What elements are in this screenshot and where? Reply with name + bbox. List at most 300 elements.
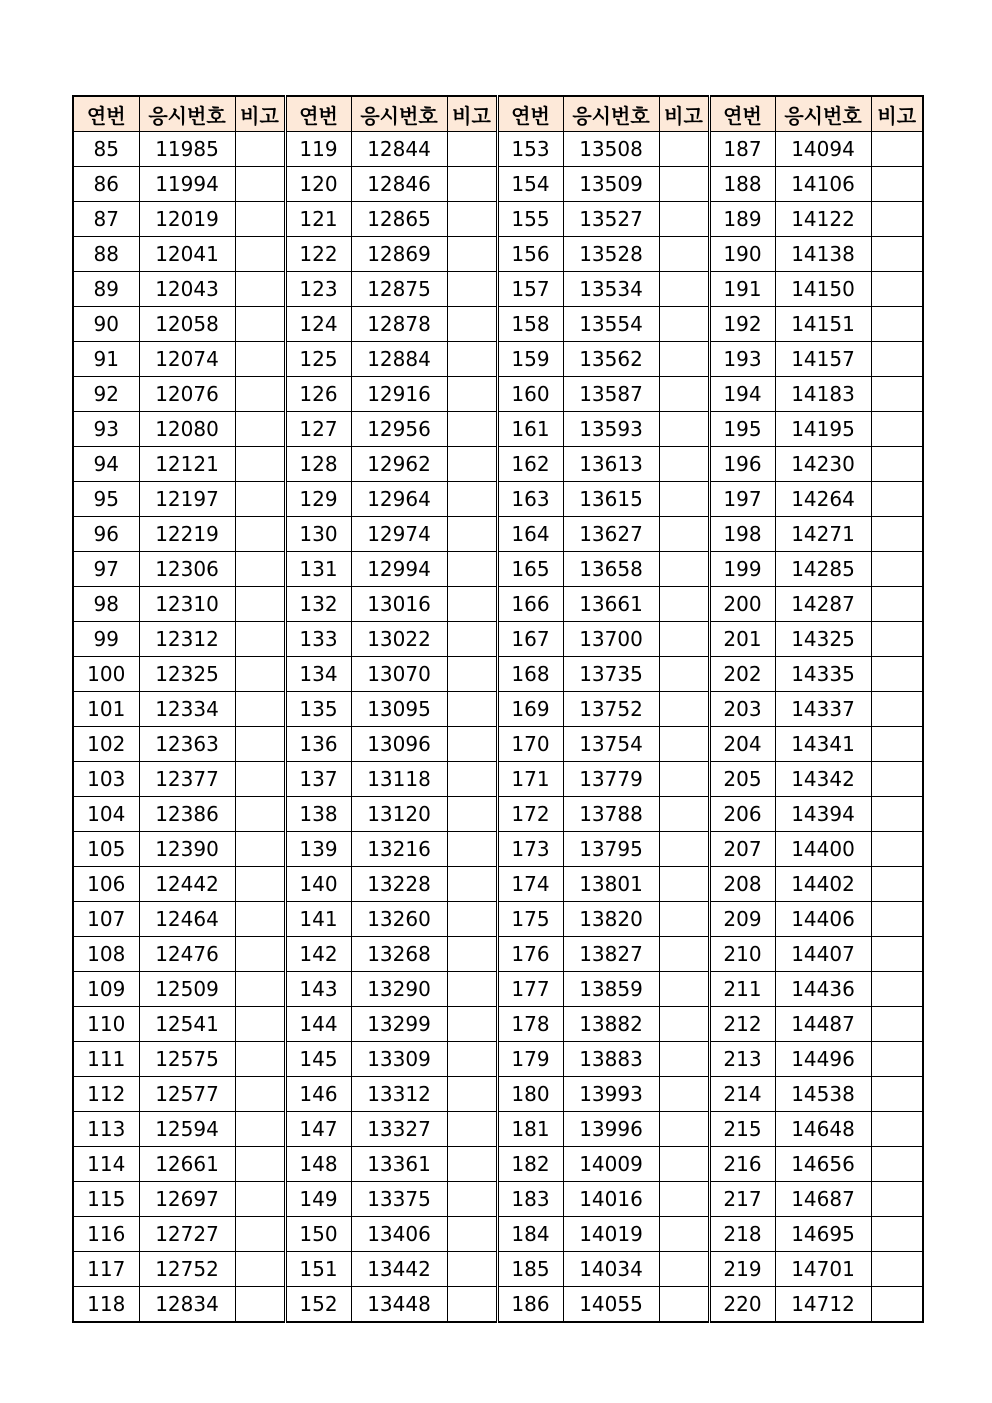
remarks-cell	[871, 202, 923, 237]
table-row	[73, 727, 923, 762]
remarks-cell	[447, 552, 497, 587]
remarks-cell	[871, 797, 923, 832]
exam-number-cell: 12697	[139, 1182, 235, 1217]
exam-number-cell: 14230	[775, 447, 871, 482]
serial-cell: 91	[73, 342, 139, 377]
remarks-cell	[871, 1077, 923, 1112]
exam-number-cell: 14287	[775, 587, 871, 622]
serial-cell: 142	[285, 937, 351, 972]
serial-cell: 189	[709, 202, 775, 237]
exam-number-cell: 14648	[775, 1112, 871, 1147]
exam-number-cell: 14538	[775, 1077, 871, 1112]
serial-cell: 204	[709, 727, 775, 762]
table-row	[73, 552, 923, 587]
table-row	[73, 1252, 923, 1287]
exam-number-cell: 14034	[563, 1252, 659, 1287]
remarks-cell	[447, 307, 497, 342]
exam-number-cell: 13615	[563, 482, 659, 517]
serial-cell: 215	[709, 1112, 775, 1147]
table-row	[73, 1007, 923, 1042]
serial-cell: 124	[285, 307, 351, 342]
serial-cell: 108	[73, 937, 139, 972]
exam-number-cell: 14687	[775, 1182, 871, 1217]
remarks-cell	[447, 1182, 497, 1217]
serial-cell: 93	[73, 412, 139, 447]
remarks-cell	[871, 692, 923, 727]
serial-cell: 199	[709, 552, 775, 587]
serial-cell: 201	[709, 622, 775, 657]
table-row	[73, 1287, 923, 1323]
remarks-cell	[659, 412, 709, 447]
exam-number-cell: 13016	[351, 587, 447, 622]
exam-number-cell: 12974	[351, 517, 447, 552]
exam-number-cell: 12076	[139, 377, 235, 412]
exam-number-cell: 12080	[139, 412, 235, 447]
exam-number-cell: 14712	[775, 1287, 871, 1323]
exam-number-cell: 13508	[563, 132, 659, 167]
exam-number-cell: 13859	[563, 972, 659, 1007]
remarks-cell	[659, 587, 709, 622]
exam-number-cell: 13290	[351, 972, 447, 1007]
remarks-cell	[871, 902, 923, 937]
remarks-cell	[235, 1077, 285, 1112]
serial-cell: 120	[285, 167, 351, 202]
exam-number-cell: 12058	[139, 307, 235, 342]
remarks-cell	[447, 517, 497, 552]
exam-number-cell: 12956	[351, 412, 447, 447]
exam-number-cell: 13882	[563, 1007, 659, 1042]
remarks-cell	[871, 622, 923, 657]
serial-cell: 135	[285, 692, 351, 727]
header-serial-group-1: 연번	[73, 96, 139, 132]
serial-cell: 100	[73, 657, 139, 692]
serial-cell: 148	[285, 1147, 351, 1182]
exam-number-cell: 14400	[775, 832, 871, 867]
serial-cell: 114	[73, 1147, 139, 1182]
exam-number-cell: 13593	[563, 412, 659, 447]
remarks-cell	[235, 937, 285, 972]
serial-cell: 186	[497, 1287, 563, 1323]
remarks-cell	[871, 937, 923, 972]
remarks-cell	[447, 447, 497, 482]
exam-number-cell: 13993	[563, 1077, 659, 1112]
serial-cell: 144	[285, 1007, 351, 1042]
remarks-cell	[235, 902, 285, 937]
serial-cell: 122	[285, 237, 351, 272]
remarks-cell	[659, 1007, 709, 1042]
serial-cell: 113	[73, 1112, 139, 1147]
exam-number-cell: 12875	[351, 272, 447, 307]
serial-cell: 202	[709, 657, 775, 692]
serial-cell: 160	[497, 377, 563, 412]
remarks-cell	[871, 517, 923, 552]
remarks-cell	[659, 832, 709, 867]
header-serial-group-2: 연번	[285, 96, 351, 132]
remarks-cell	[447, 1217, 497, 1252]
remarks-cell	[447, 482, 497, 517]
remarks-cell	[659, 692, 709, 727]
exam-number-cell: 14407	[775, 937, 871, 972]
remarks-cell	[447, 937, 497, 972]
serial-cell: 97	[73, 552, 139, 587]
serial-cell: 219	[709, 1252, 775, 1287]
remarks-cell	[235, 867, 285, 902]
exam-number-cell: 13562	[563, 342, 659, 377]
serial-cell: 86	[73, 167, 139, 202]
exam-number-cell: 12074	[139, 342, 235, 377]
remarks-cell	[871, 307, 923, 342]
serial-cell: 141	[285, 902, 351, 937]
table-row	[73, 832, 923, 867]
exam-number-cell: 13309	[351, 1042, 447, 1077]
exam-number-cell: 13883	[563, 1042, 659, 1077]
serial-cell: 128	[285, 447, 351, 482]
serial-cell: 171	[497, 762, 563, 797]
serial-cell: 145	[285, 1042, 351, 1077]
exam-number-cell: 14695	[775, 1217, 871, 1252]
remarks-cell	[871, 832, 923, 867]
serial-cell: 127	[285, 412, 351, 447]
remarks-cell	[235, 377, 285, 412]
serial-cell: 121	[285, 202, 351, 237]
remarks-cell	[447, 622, 497, 657]
exam-number-cell: 12509	[139, 972, 235, 1007]
exam-number-cell: 13700	[563, 622, 659, 657]
remarks-cell	[659, 1217, 709, 1252]
serial-cell: 176	[497, 937, 563, 972]
exam-number-cell: 13268	[351, 937, 447, 972]
exam-number-cell: 12964	[351, 482, 447, 517]
remarks-cell	[447, 657, 497, 692]
serial-cell: 173	[497, 832, 563, 867]
remarks-cell	[659, 517, 709, 552]
serial-cell: 203	[709, 692, 775, 727]
applicant-number-table	[72, 95, 924, 1323]
serial-cell: 187	[709, 132, 775, 167]
remarks-cell	[871, 447, 923, 482]
remarks-cell	[871, 1252, 923, 1287]
exam-number-cell: 13754	[563, 727, 659, 762]
remarks-cell	[447, 1112, 497, 1147]
exam-number-cell: 12884	[351, 342, 447, 377]
exam-number-cell: 12834	[139, 1287, 235, 1323]
remarks-cell	[235, 762, 285, 797]
remarks-cell	[447, 1077, 497, 1112]
exam-number-cell: 14138	[775, 237, 871, 272]
remarks-cell	[235, 1287, 285, 1323]
table-row	[73, 867, 923, 902]
exam-number-cell: 13658	[563, 552, 659, 587]
exam-number-cell: 13534	[563, 272, 659, 307]
remarks-cell	[659, 202, 709, 237]
remarks-cell	[235, 202, 285, 237]
remarks-cell	[659, 1287, 709, 1323]
serial-cell: 87	[73, 202, 139, 237]
exam-number-cell: 13788	[563, 797, 659, 832]
serial-cell: 104	[73, 797, 139, 832]
remarks-cell	[447, 202, 497, 237]
serial-cell: 125	[285, 342, 351, 377]
serial-cell: 134	[285, 657, 351, 692]
serial-cell: 158	[497, 307, 563, 342]
exam-number-cell: 13661	[563, 587, 659, 622]
table-row	[73, 622, 923, 657]
serial-cell: 161	[497, 412, 563, 447]
table-row	[73, 1182, 923, 1217]
serial-cell: 132	[285, 587, 351, 622]
remarks-cell	[235, 1252, 285, 1287]
serial-cell: 210	[709, 937, 775, 972]
remarks-cell	[447, 902, 497, 937]
exam-number-cell: 12846	[351, 167, 447, 202]
serial-cell: 138	[285, 797, 351, 832]
remarks-cell	[235, 307, 285, 342]
remarks-cell	[235, 622, 285, 657]
table-row	[73, 447, 923, 482]
serial-cell: 94	[73, 447, 139, 482]
serial-cell: 133	[285, 622, 351, 657]
exam-number-cell: 13996	[563, 1112, 659, 1147]
serial-cell: 170	[497, 727, 563, 762]
header-serial-group-4: 연번	[709, 96, 775, 132]
remarks-cell	[235, 482, 285, 517]
serial-cell: 214	[709, 1077, 775, 1112]
remarks-cell	[659, 1147, 709, 1182]
exam-number-cell: 12962	[351, 447, 447, 482]
exam-number-cell: 12041	[139, 237, 235, 272]
serial-cell: 178	[497, 1007, 563, 1042]
exam-number-cell: 12994	[351, 552, 447, 587]
exam-number-cell: 14150	[775, 272, 871, 307]
table-row	[73, 132, 923, 167]
exam-number-cell: 14106	[775, 167, 871, 202]
serial-cell: 118	[73, 1287, 139, 1323]
remarks-cell	[659, 937, 709, 972]
exam-number-cell: 12197	[139, 482, 235, 517]
table-row	[73, 762, 923, 797]
remarks-cell	[871, 132, 923, 167]
serial-cell: 193	[709, 342, 775, 377]
remarks-cell	[659, 1182, 709, 1217]
serial-cell: 190	[709, 237, 775, 272]
table-row	[73, 342, 923, 377]
serial-cell: 152	[285, 1287, 351, 1323]
serial-cell: 200	[709, 587, 775, 622]
exam-number-cell: 13260	[351, 902, 447, 937]
remarks-cell	[871, 1182, 923, 1217]
exam-number-cell: 11985	[139, 132, 235, 167]
exam-number-cell: 14394	[775, 797, 871, 832]
remarks-cell	[659, 1077, 709, 1112]
remarks-cell	[447, 587, 497, 622]
exam-number-cell: 14264	[775, 482, 871, 517]
exam-number-cell: 13827	[563, 937, 659, 972]
exam-number-cell: 13299	[351, 1007, 447, 1042]
serial-cell: 198	[709, 517, 775, 552]
remarks-cell	[447, 1287, 497, 1323]
remarks-cell	[659, 167, 709, 202]
exam-number-cell: 14151	[775, 307, 871, 342]
remarks-cell	[235, 1217, 285, 1252]
exam-number-cell: 12464	[139, 902, 235, 937]
exam-number-cell: 14402	[775, 867, 871, 902]
serial-cell: 182	[497, 1147, 563, 1182]
exam-number-cell: 13613	[563, 447, 659, 482]
table-row	[73, 272, 923, 307]
serial-cell: 89	[73, 272, 139, 307]
remarks-cell	[447, 762, 497, 797]
exam-number-cell: 13735	[563, 657, 659, 692]
exam-number-cell: 13795	[563, 832, 659, 867]
serial-cell: 115	[73, 1182, 139, 1217]
remarks-cell	[871, 1112, 923, 1147]
exam-number-cell: 14016	[563, 1182, 659, 1217]
exam-number-cell: 14701	[775, 1252, 871, 1287]
remarks-cell	[871, 727, 923, 762]
serial-cell: 136	[285, 727, 351, 762]
exam-number-cell: 12334	[139, 692, 235, 727]
serial-cell: 157	[497, 272, 563, 307]
remarks-cell	[235, 797, 285, 832]
exam-number-cell: 12390	[139, 832, 235, 867]
remarks-cell	[871, 1287, 923, 1323]
exam-number-cell: 12312	[139, 622, 235, 657]
serial-cell: 213	[709, 1042, 775, 1077]
table-row	[73, 167, 923, 202]
exam-number-cell: 14325	[775, 622, 871, 657]
serial-cell: 194	[709, 377, 775, 412]
serial-cell: 192	[709, 307, 775, 342]
remarks-cell	[871, 1147, 923, 1182]
serial-cell: 101	[73, 692, 139, 727]
serial-cell: 191	[709, 272, 775, 307]
exam-number-cell: 12476	[139, 937, 235, 972]
exam-number-cell: 13528	[563, 237, 659, 272]
serial-cell: 140	[285, 867, 351, 902]
exam-number-cell: 13779	[563, 762, 659, 797]
remarks-cell	[871, 237, 923, 272]
remarks-cell	[447, 1252, 497, 1287]
remarks-cell	[235, 972, 285, 1007]
serial-cell: 96	[73, 517, 139, 552]
table-row	[73, 202, 923, 237]
header-remarks-group-4: 비고	[871, 96, 923, 132]
serial-cell: 188	[709, 167, 775, 202]
serial-cell: 153	[497, 132, 563, 167]
remarks-cell	[871, 972, 923, 1007]
exam-number-cell: 12043	[139, 272, 235, 307]
exam-number-cell: 12306	[139, 552, 235, 587]
exam-number-cell: 14019	[563, 1217, 659, 1252]
serial-cell: 123	[285, 272, 351, 307]
remarks-cell	[235, 1112, 285, 1147]
remarks-cell	[659, 447, 709, 482]
serial-cell: 119	[285, 132, 351, 167]
remarks-cell	[659, 902, 709, 937]
serial-cell: 220	[709, 1287, 775, 1323]
remarks-cell	[871, 272, 923, 307]
remarks-cell	[871, 867, 923, 902]
serial-cell: 208	[709, 867, 775, 902]
table-row	[73, 412, 923, 447]
exam-number-cell: 14487	[775, 1007, 871, 1042]
serial-cell: 111	[73, 1042, 139, 1077]
remarks-cell	[447, 797, 497, 832]
serial-cell: 217	[709, 1182, 775, 1217]
serial-cell: 159	[497, 342, 563, 377]
remarks-cell	[659, 657, 709, 692]
exam-number-cell: 12865	[351, 202, 447, 237]
header-exam-number-group-4: 응시번호	[775, 96, 871, 132]
remarks-cell	[659, 867, 709, 902]
exam-number-cell: 14406	[775, 902, 871, 937]
exam-number-cell: 14195	[775, 412, 871, 447]
serial-cell: 88	[73, 237, 139, 272]
exam-number-cell: 13216	[351, 832, 447, 867]
exam-number-cell: 12869	[351, 237, 447, 272]
serial-cell: 197	[709, 482, 775, 517]
remarks-cell	[659, 762, 709, 797]
remarks-cell	[235, 1147, 285, 1182]
table-row	[73, 937, 923, 972]
serial-cell: 184	[497, 1217, 563, 1252]
serial-cell: 98	[73, 587, 139, 622]
serial-cell: 147	[285, 1112, 351, 1147]
remarks-cell	[235, 587, 285, 622]
exam-number-cell: 12844	[351, 132, 447, 167]
serial-cell: 155	[497, 202, 563, 237]
serial-cell: 183	[497, 1182, 563, 1217]
table-row	[73, 482, 923, 517]
serial-cell: 207	[709, 832, 775, 867]
remarks-cell	[235, 692, 285, 727]
exam-number-cell: 13406	[351, 1217, 447, 1252]
exam-number-cell: 13327	[351, 1112, 447, 1147]
serial-cell: 150	[285, 1217, 351, 1252]
remarks-cell	[871, 167, 923, 202]
serial-cell: 105	[73, 832, 139, 867]
exam-number-cell: 12541	[139, 1007, 235, 1042]
table-row	[73, 902, 923, 937]
serial-cell: 195	[709, 412, 775, 447]
serial-cell: 174	[497, 867, 563, 902]
exam-number-cell: 12363	[139, 727, 235, 762]
serial-cell: 154	[497, 167, 563, 202]
exam-number-cell: 13752	[563, 692, 659, 727]
remarks-cell	[235, 412, 285, 447]
serial-cell: 109	[73, 972, 139, 1007]
exam-number-cell: 13448	[351, 1287, 447, 1323]
exam-number-cell: 14656	[775, 1147, 871, 1182]
exam-number-cell: 13627	[563, 517, 659, 552]
exam-number-cell: 14285	[775, 552, 871, 587]
exam-number-cell: 14335	[775, 657, 871, 692]
exam-number-cell: 14157	[775, 342, 871, 377]
exam-number-cell: 13118	[351, 762, 447, 797]
serial-cell: 117	[73, 1252, 139, 1287]
header-remarks-group-2: 비고	[447, 96, 497, 132]
serial-cell: 177	[497, 972, 563, 1007]
header-exam-number-group-3: 응시번호	[563, 96, 659, 132]
remarks-cell	[447, 167, 497, 202]
exam-number-cell: 13820	[563, 902, 659, 937]
remarks-cell	[235, 552, 285, 587]
serial-cell: 129	[285, 482, 351, 517]
serial-cell: 212	[709, 1007, 775, 1042]
header-remarks-group-3: 비고	[659, 96, 709, 132]
exam-number-cell: 11994	[139, 167, 235, 202]
remarks-cell	[235, 237, 285, 272]
